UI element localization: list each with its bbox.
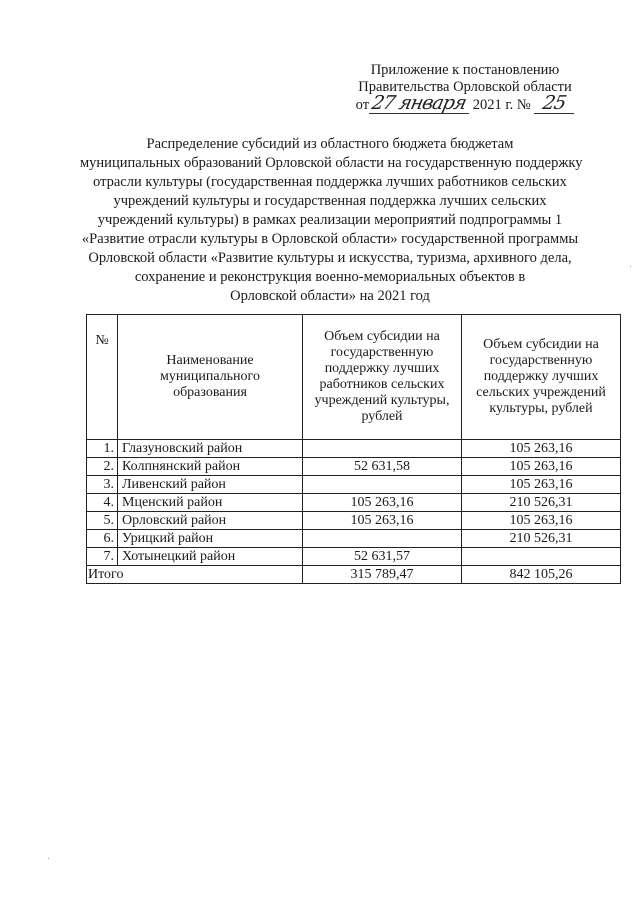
header-col2: Объем субсидии на государственную поддержку лучших сельских учреждений культуры, рублей xyxy=(462,315,621,440)
header-name: Наименование муниципального образования xyxy=(118,315,303,440)
title-line: Орловской области» на 2021 год xyxy=(230,288,430,304)
row-v1: 52 631,58 xyxy=(303,458,462,476)
scan-speck xyxy=(630,266,631,267)
row-name: Колпнянский район xyxy=(118,458,303,476)
row-name: Мценский район xyxy=(118,494,303,512)
total-row xyxy=(87,566,621,584)
title-line: учреждений культуры) в рамках реализации мероприятий подпрограммы 1 xyxy=(97,212,563,228)
scan-speck xyxy=(48,858,49,859)
table-row xyxy=(87,494,621,512)
row-v1: 105 263,16 xyxy=(303,494,462,512)
appendix-header xyxy=(340,62,590,114)
row-name: Урицкий район xyxy=(118,530,303,548)
title-line: отрасли культуры (государственная поддержка лучших работников сельских xyxy=(93,174,567,190)
header-line-1: Приложение к постановлению xyxy=(370,62,560,78)
row-name: Хотынецкий район xyxy=(118,548,303,566)
date-line xyxy=(340,92,590,114)
row-v2 xyxy=(462,548,621,566)
row-num: 2. xyxy=(87,458,118,476)
number-handwritten-field xyxy=(534,92,574,114)
table-header-row xyxy=(87,315,621,440)
row-num: 5. xyxy=(87,512,118,530)
row-v1: 52 631,57 xyxy=(303,548,462,566)
total-v1: 315 789,47 xyxy=(303,566,462,584)
row-v1 xyxy=(303,476,462,494)
title-line: сохранение и реконструкция военно-мемориальных объектов в xyxy=(134,269,526,285)
title-line: муниципальных образований Орловской области на государственную поддержку xyxy=(80,155,583,171)
title-line: учреждений культуры и государственная поддержка лучших сельских xyxy=(113,193,547,209)
row-num: 4. xyxy=(87,494,118,512)
handwritten-number: 25 xyxy=(541,92,568,114)
row-v2: 210 526,31 xyxy=(462,530,621,548)
row-v2: 105 263,16 xyxy=(462,476,621,494)
row-num: 6. xyxy=(87,530,118,548)
date-handwritten-field xyxy=(369,92,469,114)
date-prefix: от xyxy=(355,97,370,113)
table-row xyxy=(87,548,621,566)
row-name: Ливенский район xyxy=(118,476,303,494)
row-num: 1. xyxy=(87,440,118,458)
row-v2: 210 526,31 xyxy=(462,494,621,512)
row-v2: 105 263,16 xyxy=(462,458,621,476)
document-title xyxy=(80,135,583,306)
title-line: Орловской области «Развитие культуры и искусства, туризма, архивного дела, xyxy=(88,250,572,266)
row-v2: 105 263,16 xyxy=(462,440,621,458)
row-v1: 105 263,16 xyxy=(303,512,462,530)
handwritten-date: 27 января xyxy=(370,92,469,114)
title-line: Распределение субсидий из областного бюджета бюджетам xyxy=(146,136,514,152)
row-num: 7. xyxy=(87,548,118,566)
table-row xyxy=(87,530,621,548)
subsidy-table xyxy=(86,314,621,584)
total-v2: 842 105,26 xyxy=(462,566,621,584)
row-v2: 105 263,16 xyxy=(462,512,621,530)
header-col1: Объем субсидии на государственную поддержку лучших работников сельских учреждений культуры, рублей xyxy=(303,315,462,440)
row-name: Орловский район xyxy=(118,512,303,530)
row-num: 3. xyxy=(87,476,118,494)
total-label: Итого xyxy=(87,566,303,584)
header-line-2: Правительства Орловской области xyxy=(358,79,572,95)
table-row xyxy=(87,476,621,494)
table-row xyxy=(87,440,621,458)
row-v1 xyxy=(303,530,462,548)
table-row xyxy=(87,458,621,476)
title-line: «Развитие отрасли культуры в Орловской области» государственной программы xyxy=(81,231,579,247)
header-num: № xyxy=(87,315,118,440)
year-number-label: 2021 г. № xyxy=(472,97,531,113)
table-row xyxy=(87,512,621,530)
row-name: Глазуновский район xyxy=(118,440,303,458)
row-v1 xyxy=(303,440,462,458)
